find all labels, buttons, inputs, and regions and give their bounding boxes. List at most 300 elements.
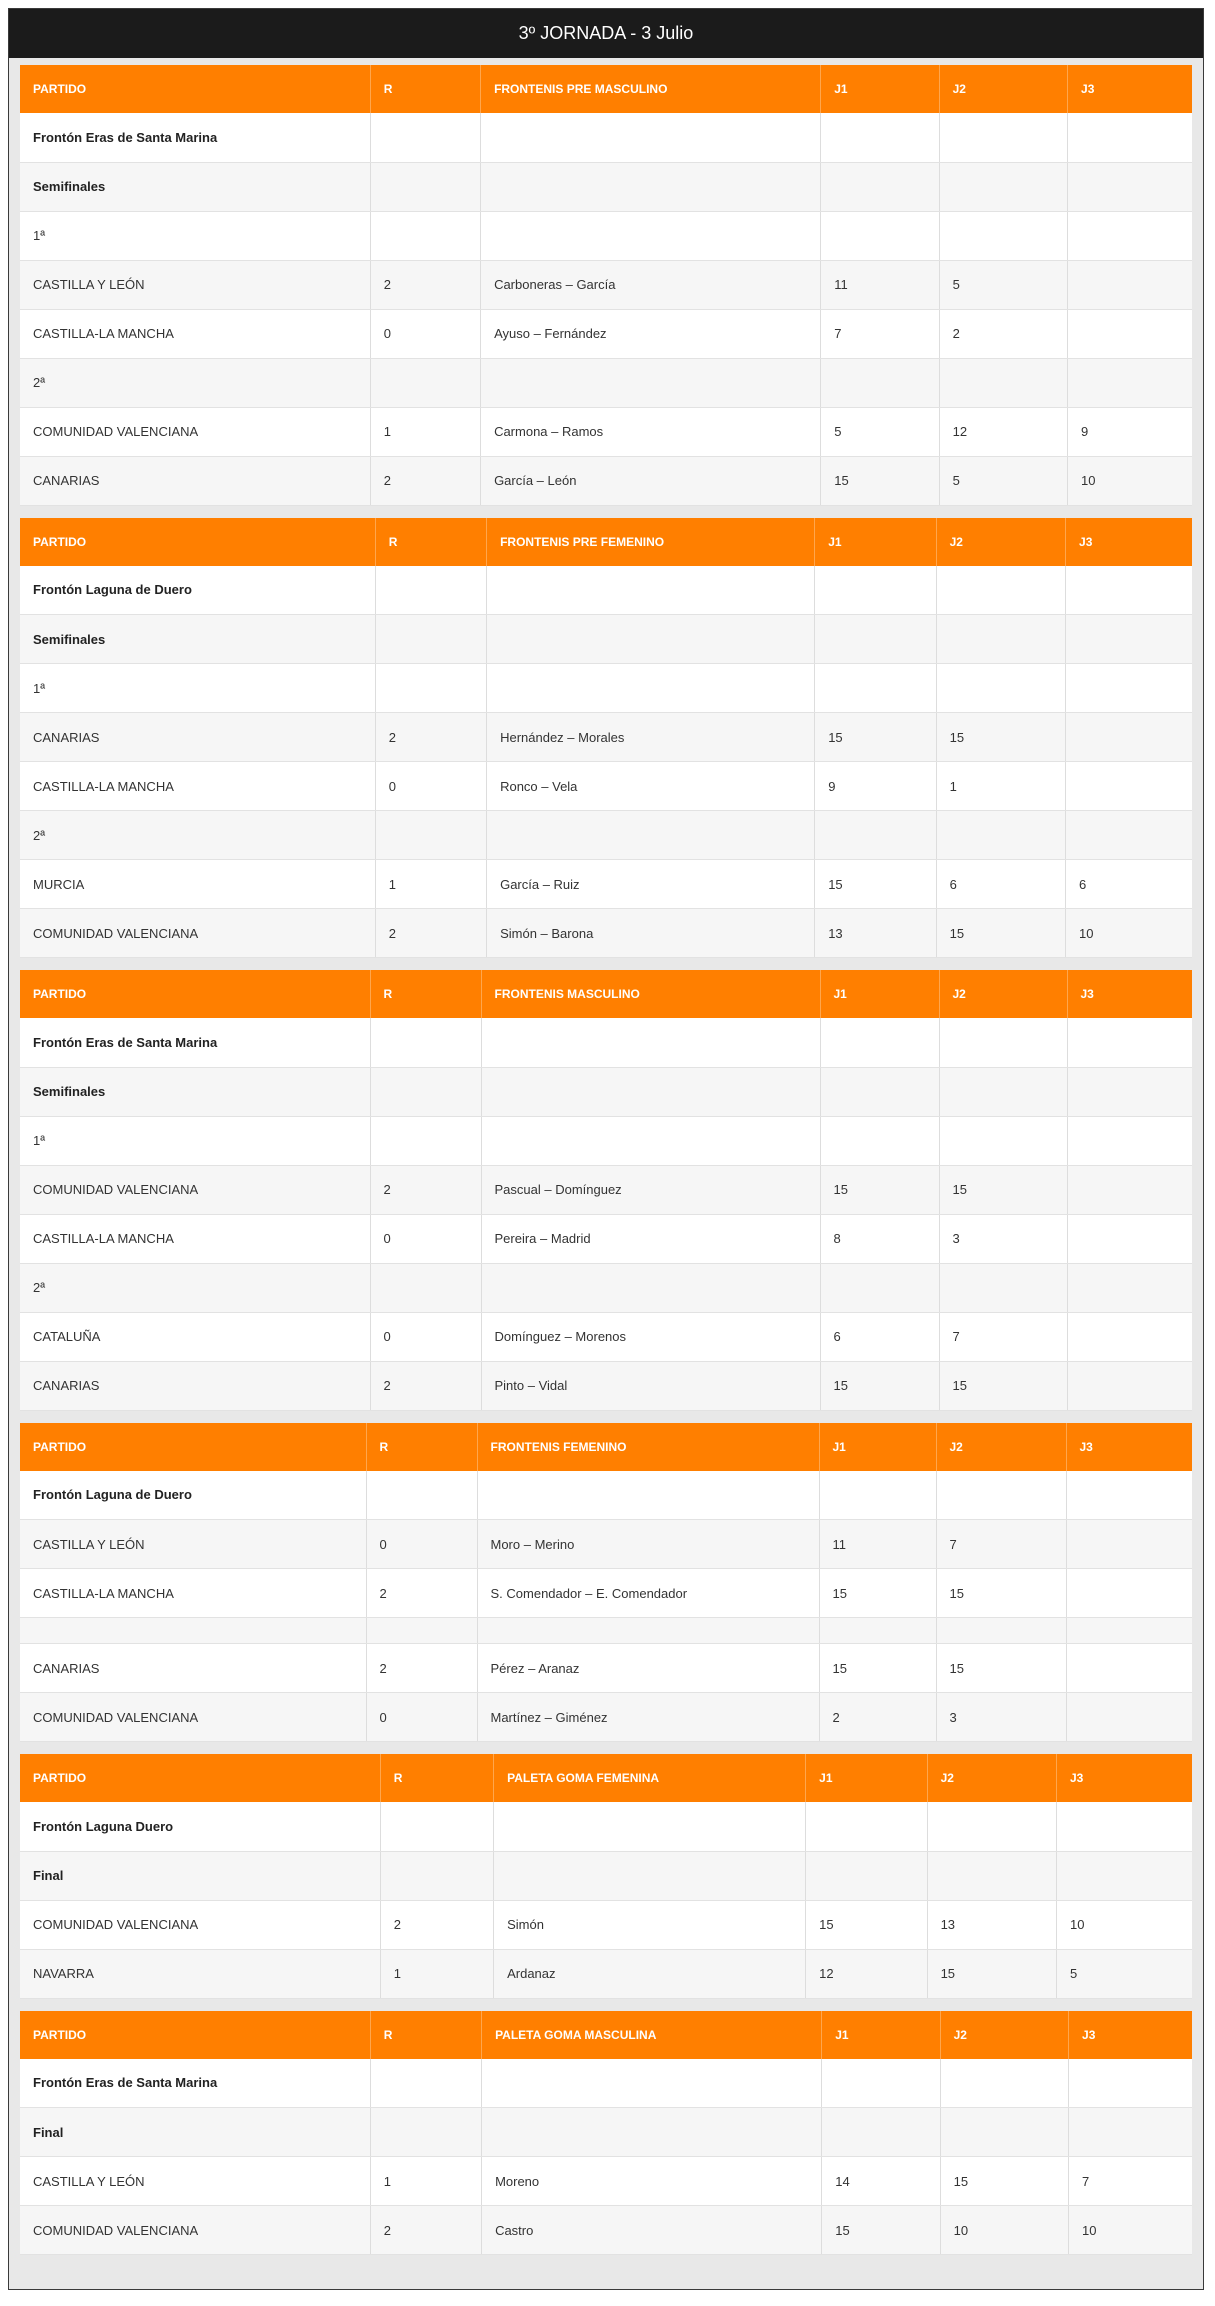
table-cell bbox=[1067, 1312, 1192, 1361]
results-table bbox=[20, 2011, 1192, 2256]
table-cell bbox=[936, 811, 1065, 860]
table-cell: 2ª bbox=[20, 811, 375, 860]
table-cell bbox=[482, 2059, 822, 2108]
table-cell: 2 bbox=[370, 1165, 481, 1214]
table-cell bbox=[936, 1618, 1066, 1644]
table-cell: 2 bbox=[366, 1644, 477, 1693]
table-row bbox=[20, 811, 1192, 860]
table-cell: 15 bbox=[815, 713, 936, 762]
table-cell: 1ª bbox=[20, 664, 375, 713]
table-cell: 3 bbox=[939, 1214, 1067, 1263]
table-cell: CASTILLA-LA MANCHA bbox=[20, 1214, 370, 1263]
column-header: J1 bbox=[806, 1754, 927, 1802]
table-cell: COMUNIDAD VALENCIANA bbox=[20, 2206, 370, 2255]
table-cell: NAVARRA bbox=[20, 1949, 380, 1998]
table-cell: Hernández – Morales bbox=[487, 713, 815, 762]
table-cell bbox=[494, 1802, 806, 1851]
table-cell: Frontón Eras de Santa Marina bbox=[20, 2059, 370, 2108]
table-cell bbox=[494, 1851, 806, 1900]
table-cell: 8 bbox=[820, 1214, 939, 1263]
table-cell: 3 bbox=[936, 1693, 1066, 1742]
table-cell: 13 bbox=[927, 1900, 1056, 1949]
table-cell: Semifinales bbox=[20, 1067, 370, 1116]
table-cell bbox=[370, 1067, 481, 1116]
table-cell bbox=[1066, 762, 1192, 811]
table-cell bbox=[1067, 1067, 1192, 1116]
table-cell bbox=[487, 566, 815, 615]
column-header: J3 bbox=[1068, 65, 1192, 113]
table-cell: 0 bbox=[370, 309, 480, 358]
table-cell: Simón bbox=[494, 1900, 806, 1949]
table-cell: Pinto – Vidal bbox=[481, 1361, 820, 1410]
table-cell: 9 bbox=[1068, 407, 1192, 456]
table-row bbox=[20, 2059, 1192, 2108]
column-header: FRONTENIS PRE MASCULINO bbox=[481, 65, 821, 113]
table-cell: 1ª bbox=[20, 1116, 370, 1165]
results-table bbox=[20, 65, 1192, 506]
column-header: J2 bbox=[936, 1423, 1066, 1471]
table-row bbox=[20, 162, 1192, 211]
table-header-row bbox=[20, 65, 1192, 113]
table-cell bbox=[815, 566, 936, 615]
table-cell bbox=[821, 211, 939, 260]
table-cell bbox=[1068, 358, 1192, 407]
table-cell: 2ª bbox=[20, 358, 370, 407]
table-cell bbox=[1066, 664, 1192, 713]
table-cell bbox=[939, 1263, 1067, 1312]
table-cell bbox=[806, 1802, 927, 1851]
table-cell: Domínguez – Morenos bbox=[481, 1312, 820, 1361]
table-cell bbox=[481, 211, 821, 260]
table-cell: 1ª bbox=[20, 211, 370, 260]
column-header: R bbox=[370, 970, 481, 1018]
table-cell: 15 bbox=[936, 1569, 1066, 1618]
table-cell bbox=[940, 2059, 1068, 2108]
column-header: PARTIDO bbox=[20, 2011, 370, 2059]
table-cell: 15 bbox=[927, 1949, 1056, 1998]
table-cell bbox=[1067, 1214, 1192, 1263]
table-cell: 11 bbox=[819, 1520, 936, 1569]
table-cell: 6 bbox=[936, 860, 1065, 909]
table-cell: 7 bbox=[939, 1312, 1067, 1361]
table-row bbox=[20, 860, 1192, 909]
table-cell: Semifinales bbox=[20, 615, 375, 664]
table-cell: 15 bbox=[821, 456, 939, 505]
table-cell: CASTILLA Y LEÓN bbox=[20, 1520, 366, 1569]
table-cell: 10 bbox=[1066, 909, 1192, 958]
table-cell: Semifinales bbox=[20, 162, 370, 211]
table-header-row bbox=[20, 2011, 1192, 2059]
table-cell bbox=[481, 1067, 820, 1116]
table-cell bbox=[482, 2108, 822, 2157]
column-header: PARTIDO bbox=[20, 518, 375, 566]
results-table bbox=[20, 1754, 1192, 1999]
table-cell bbox=[477, 1618, 819, 1644]
column-header: FRONTENIS MASCULINO bbox=[481, 970, 820, 1018]
table-cell: CANARIAS bbox=[20, 1361, 370, 1410]
table-cell: 2ª bbox=[20, 1263, 370, 1312]
table-cell bbox=[366, 1618, 477, 1644]
column-header: PARTIDO bbox=[20, 1754, 380, 1802]
table-cell bbox=[487, 664, 815, 713]
table-row bbox=[20, 566, 1192, 615]
column-header: J1 bbox=[815, 518, 936, 566]
table-cell: COMUNIDAD VALENCIANA bbox=[20, 1900, 380, 1949]
table-cell bbox=[1068, 211, 1192, 260]
table-cell bbox=[936, 615, 1065, 664]
table-row bbox=[20, 260, 1192, 309]
table-cell bbox=[820, 1067, 939, 1116]
column-header: J2 bbox=[939, 970, 1067, 1018]
page-frame bbox=[8, 8, 1204, 2290]
table-cell: COMUNIDAD VALENCIANA bbox=[20, 407, 370, 456]
column-header: J3 bbox=[1057, 1754, 1193, 1802]
table-cell: S. Comendador – E. Comendador bbox=[477, 1569, 819, 1618]
table-row bbox=[20, 456, 1192, 505]
table-cell: 1 bbox=[370, 407, 480, 456]
table-cell bbox=[820, 1018, 939, 1067]
table-cell bbox=[820, 1263, 939, 1312]
table-cell: Moreno bbox=[482, 2157, 822, 2206]
table-cell: 12 bbox=[939, 407, 1067, 456]
table-cell: 1 bbox=[380, 1949, 493, 1998]
table-cell bbox=[487, 615, 815, 664]
table-cell: 15 bbox=[820, 1165, 939, 1214]
column-header: J1 bbox=[820, 970, 939, 1018]
table-row bbox=[20, 1693, 1192, 1742]
table-cell bbox=[936, 664, 1065, 713]
table-cell: 14 bbox=[822, 2157, 940, 2206]
table-cell bbox=[940, 2108, 1068, 2157]
table-cell bbox=[1057, 1802, 1193, 1851]
table-cell: 11 bbox=[821, 260, 939, 309]
table-cell: 2 bbox=[370, 260, 480, 309]
table-cell: 15 bbox=[819, 1644, 936, 1693]
column-header: FRONTENIS PRE FEMENINO bbox=[487, 518, 815, 566]
table-row bbox=[20, 1263, 1192, 1312]
table-cell: CASTILLA-LA MANCHA bbox=[20, 762, 375, 811]
table-row bbox=[20, 1520, 1192, 1569]
table-cell bbox=[375, 811, 486, 860]
table-cell bbox=[939, 1116, 1067, 1165]
table-cell: 1 bbox=[375, 860, 486, 909]
table-row bbox=[20, 2206, 1192, 2255]
table-cell: 15 bbox=[822, 2206, 940, 2255]
table-row bbox=[20, 713, 1192, 762]
table-cell: 6 bbox=[820, 1312, 939, 1361]
results-tables bbox=[9, 58, 1203, 2255]
table-cell bbox=[375, 664, 486, 713]
table-cell bbox=[1067, 1018, 1192, 1067]
table-cell: Ardanaz bbox=[494, 1949, 806, 1998]
table-cell: CASTILLA-LA MANCHA bbox=[20, 309, 370, 358]
table-cell: COMUNIDAD VALENCIANA bbox=[20, 1165, 370, 1214]
table-cell bbox=[1067, 1361, 1192, 1410]
table-cell: 0 bbox=[366, 1520, 477, 1569]
table-cell: Moro – Merino bbox=[477, 1520, 819, 1569]
table-cell: 15 bbox=[819, 1569, 936, 1618]
table-cell bbox=[370, 113, 480, 162]
table-cell bbox=[1066, 1569, 1192, 1618]
table-cell bbox=[481, 1116, 820, 1165]
table-header-row bbox=[20, 1423, 1192, 1471]
table-cell bbox=[481, 113, 821, 162]
table-row bbox=[20, 113, 1192, 162]
table-cell: 10 bbox=[1068, 456, 1192, 505]
table-cell: Carmona – Ramos bbox=[481, 407, 821, 456]
table-cell: 15 bbox=[936, 1644, 1066, 1693]
table-cell: 7 bbox=[821, 309, 939, 358]
table-cell bbox=[821, 113, 939, 162]
table-cell bbox=[370, 1263, 481, 1312]
table-cell bbox=[927, 1851, 1056, 1900]
table-cell: 7 bbox=[936, 1520, 1066, 1569]
column-header: R bbox=[366, 1423, 477, 1471]
column-header: J2 bbox=[939, 65, 1067, 113]
table-cell bbox=[370, 2108, 481, 2157]
table-cell: 6 bbox=[1066, 860, 1192, 909]
table-cell bbox=[936, 1471, 1066, 1520]
table-cell: CASTILLA Y LEÓN bbox=[20, 260, 370, 309]
table-cell: Carboneras – García bbox=[481, 260, 821, 309]
table-cell bbox=[370, 162, 480, 211]
table-row bbox=[20, 615, 1192, 664]
table-row bbox=[20, 1644, 1192, 1693]
table-cell: Pereira – Madrid bbox=[481, 1214, 820, 1263]
column-header: J2 bbox=[940, 2011, 1068, 2059]
table-cell: García – Ruiz bbox=[487, 860, 815, 909]
page-title: 3º JORNADA - 3 Julio bbox=[518, 23, 694, 43]
table-cell: 2 bbox=[366, 1569, 477, 1618]
table-row bbox=[20, 2157, 1192, 2206]
table-cell: 15 bbox=[936, 713, 1065, 762]
table-row bbox=[20, 909, 1192, 958]
table-cell bbox=[939, 1018, 1067, 1067]
table-row bbox=[20, 1312, 1192, 1361]
column-header: FRONTENIS FEMENINO bbox=[477, 1423, 819, 1471]
table-cell: 0 bbox=[370, 1312, 481, 1361]
table-cell bbox=[1067, 1165, 1192, 1214]
table-cell bbox=[477, 1471, 819, 1520]
table-cell bbox=[1068, 162, 1192, 211]
column-header: PARTIDO bbox=[20, 65, 370, 113]
table-header-row bbox=[20, 1754, 1192, 1802]
column-header: J3 bbox=[1066, 1423, 1192, 1471]
column-header: J1 bbox=[821, 65, 939, 113]
table-cell bbox=[1067, 1116, 1192, 1165]
table-cell bbox=[939, 358, 1067, 407]
results-table bbox=[20, 970, 1192, 1411]
table-cell: 10 bbox=[1069, 2206, 1192, 2255]
table-cell bbox=[1067, 1263, 1192, 1312]
table-cell: 0 bbox=[370, 1214, 481, 1263]
table-row bbox=[20, 407, 1192, 456]
table-cell: Ayuso – Fernández bbox=[481, 309, 821, 358]
table-cell bbox=[819, 1618, 936, 1644]
table-row bbox=[20, 1949, 1192, 1998]
table-row bbox=[20, 1471, 1192, 1520]
table-cell: 0 bbox=[366, 1693, 477, 1742]
table-cell: 5 bbox=[1057, 1949, 1193, 1998]
table-cell bbox=[1066, 1693, 1192, 1742]
table-cell bbox=[1066, 566, 1192, 615]
table-cell: 15 bbox=[806, 1900, 927, 1949]
table-cell bbox=[380, 1851, 493, 1900]
table-cell bbox=[1066, 811, 1192, 860]
table-cell: 5 bbox=[939, 260, 1067, 309]
table-cell bbox=[481, 1263, 820, 1312]
table-cell bbox=[1066, 615, 1192, 664]
table-cell bbox=[1066, 1618, 1192, 1644]
table-row bbox=[20, 2108, 1192, 2157]
table-cell bbox=[927, 1802, 1056, 1851]
table-cell: CANARIAS bbox=[20, 1644, 366, 1693]
table-cell: 15 bbox=[820, 1361, 939, 1410]
table-cell: 7 bbox=[1069, 2157, 1192, 2206]
table-cell: Martínez – Giménez bbox=[477, 1693, 819, 1742]
table-cell: 15 bbox=[936, 909, 1065, 958]
column-header: J1 bbox=[822, 2011, 940, 2059]
table-row bbox=[20, 358, 1192, 407]
table-row bbox=[20, 664, 1192, 713]
table-cell bbox=[939, 113, 1067, 162]
table-row bbox=[20, 309, 1192, 358]
table-cell: Pascual – Domínguez bbox=[481, 1165, 820, 1214]
table-cell bbox=[815, 615, 936, 664]
column-header: J3 bbox=[1066, 518, 1192, 566]
table-cell: Frontón Laguna de Duero bbox=[20, 566, 375, 615]
table-cell: 15 bbox=[939, 1165, 1067, 1214]
table-cell bbox=[1057, 1851, 1193, 1900]
table-row bbox=[20, 1165, 1192, 1214]
table-cell: 2 bbox=[370, 456, 480, 505]
table-cell: Frontón Laguna de Duero bbox=[20, 1471, 366, 1520]
column-header: J3 bbox=[1069, 2011, 1192, 2059]
results-table bbox=[20, 518, 1192, 959]
table-cell: 1 bbox=[936, 762, 1065, 811]
table-cell: 2 bbox=[380, 1900, 493, 1949]
table-cell: Ronco – Vela bbox=[487, 762, 815, 811]
table-cell bbox=[370, 1018, 481, 1067]
table-cell bbox=[487, 811, 815, 860]
table-cell bbox=[375, 566, 486, 615]
table-cell: 1 bbox=[370, 2157, 481, 2206]
table-cell: 10 bbox=[1057, 1900, 1193, 1949]
table-cell bbox=[370, 211, 480, 260]
table-cell: CATALUÑA bbox=[20, 1312, 370, 1361]
table-cell bbox=[380, 1802, 493, 1851]
table-cell: García – León bbox=[481, 456, 821, 505]
table-header-row bbox=[20, 518, 1192, 566]
table-cell bbox=[1069, 2108, 1192, 2157]
table-row bbox=[20, 1900, 1192, 1949]
table-cell: 12 bbox=[806, 1949, 927, 1998]
table-cell: Frontón Laguna Duero bbox=[20, 1802, 380, 1851]
table-cell bbox=[939, 1067, 1067, 1116]
table-cell: 2 bbox=[370, 1361, 481, 1410]
table-cell: CANARIAS bbox=[20, 713, 375, 762]
table-row bbox=[20, 1214, 1192, 1263]
table-cell bbox=[936, 566, 1065, 615]
table-cell: Castro bbox=[482, 2206, 822, 2255]
table-cell bbox=[815, 664, 936, 713]
table-cell: COMUNIDAD VALENCIANA bbox=[20, 1693, 366, 1742]
table-cell bbox=[370, 2059, 481, 2108]
column-header: J1 bbox=[819, 1423, 936, 1471]
table-cell: 10 bbox=[940, 2206, 1068, 2255]
table-cell: Final bbox=[20, 2108, 370, 2157]
table-cell: 0 bbox=[375, 762, 486, 811]
table-cell: 2 bbox=[819, 1693, 936, 1742]
table-cell: 2 bbox=[375, 909, 486, 958]
table-cell: Frontón Eras de Santa Marina bbox=[20, 1018, 370, 1067]
column-header: J3 bbox=[1067, 970, 1192, 1018]
table-cell bbox=[370, 358, 480, 407]
column-header: PALETA GOMA FEMENINA bbox=[494, 1754, 806, 1802]
table-row bbox=[20, 1851, 1192, 1900]
column-header: PARTIDO bbox=[20, 970, 370, 1018]
table-cell bbox=[366, 1471, 477, 1520]
table-cell bbox=[481, 162, 821, 211]
table-cell: 2 bbox=[375, 713, 486, 762]
table-cell: 15 bbox=[940, 2157, 1068, 2206]
table-cell bbox=[820, 1116, 939, 1165]
table-cell: Pérez – Aranaz bbox=[477, 1644, 819, 1693]
table-row bbox=[20, 1569, 1192, 1618]
table-cell bbox=[1069, 2059, 1192, 2108]
table-cell: 5 bbox=[939, 456, 1067, 505]
table-cell bbox=[1066, 1471, 1192, 1520]
column-header: R bbox=[375, 518, 486, 566]
table-cell bbox=[370, 1116, 481, 1165]
table-row bbox=[20, 1067, 1192, 1116]
table-cell bbox=[815, 811, 936, 860]
table-cell bbox=[1066, 1520, 1192, 1569]
table-cell: COMUNIDAD VALENCIANA bbox=[20, 909, 375, 958]
table-cell: CASTILLA Y LEÓN bbox=[20, 2157, 370, 2206]
table-cell: 5 bbox=[821, 407, 939, 456]
table-cell: 2 bbox=[939, 309, 1067, 358]
table-cell: 9 bbox=[815, 762, 936, 811]
table-cell bbox=[822, 2108, 940, 2157]
table-cell: 13 bbox=[815, 909, 936, 958]
table-cell bbox=[1066, 713, 1192, 762]
table-cell: Simón – Barona bbox=[487, 909, 815, 958]
table-row bbox=[20, 211, 1192, 260]
table-row bbox=[20, 1618, 1192, 1644]
table-cell: Final bbox=[20, 1851, 380, 1900]
table-cell bbox=[821, 358, 939, 407]
table-cell bbox=[375, 615, 486, 664]
table-cell bbox=[939, 162, 1067, 211]
column-header: PALETA GOMA MASCULINA bbox=[482, 2011, 822, 2059]
table-cell bbox=[481, 1018, 820, 1067]
table-cell: 15 bbox=[939, 1361, 1067, 1410]
column-header: J2 bbox=[927, 1754, 1056, 1802]
table-cell: MURCIA bbox=[20, 860, 375, 909]
table-row bbox=[20, 1802, 1192, 1851]
table-cell: CASTILLA-LA MANCHA bbox=[20, 1569, 366, 1618]
table-cell: 15 bbox=[815, 860, 936, 909]
table-row bbox=[20, 1018, 1192, 1067]
table-cell bbox=[806, 1851, 927, 1900]
column-header: R bbox=[370, 65, 480, 113]
column-header: R bbox=[370, 2011, 481, 2059]
table-cell bbox=[939, 211, 1067, 260]
results-table bbox=[20, 1423, 1192, 1743]
table-cell bbox=[1068, 309, 1192, 358]
table-cell bbox=[822, 2059, 940, 2108]
